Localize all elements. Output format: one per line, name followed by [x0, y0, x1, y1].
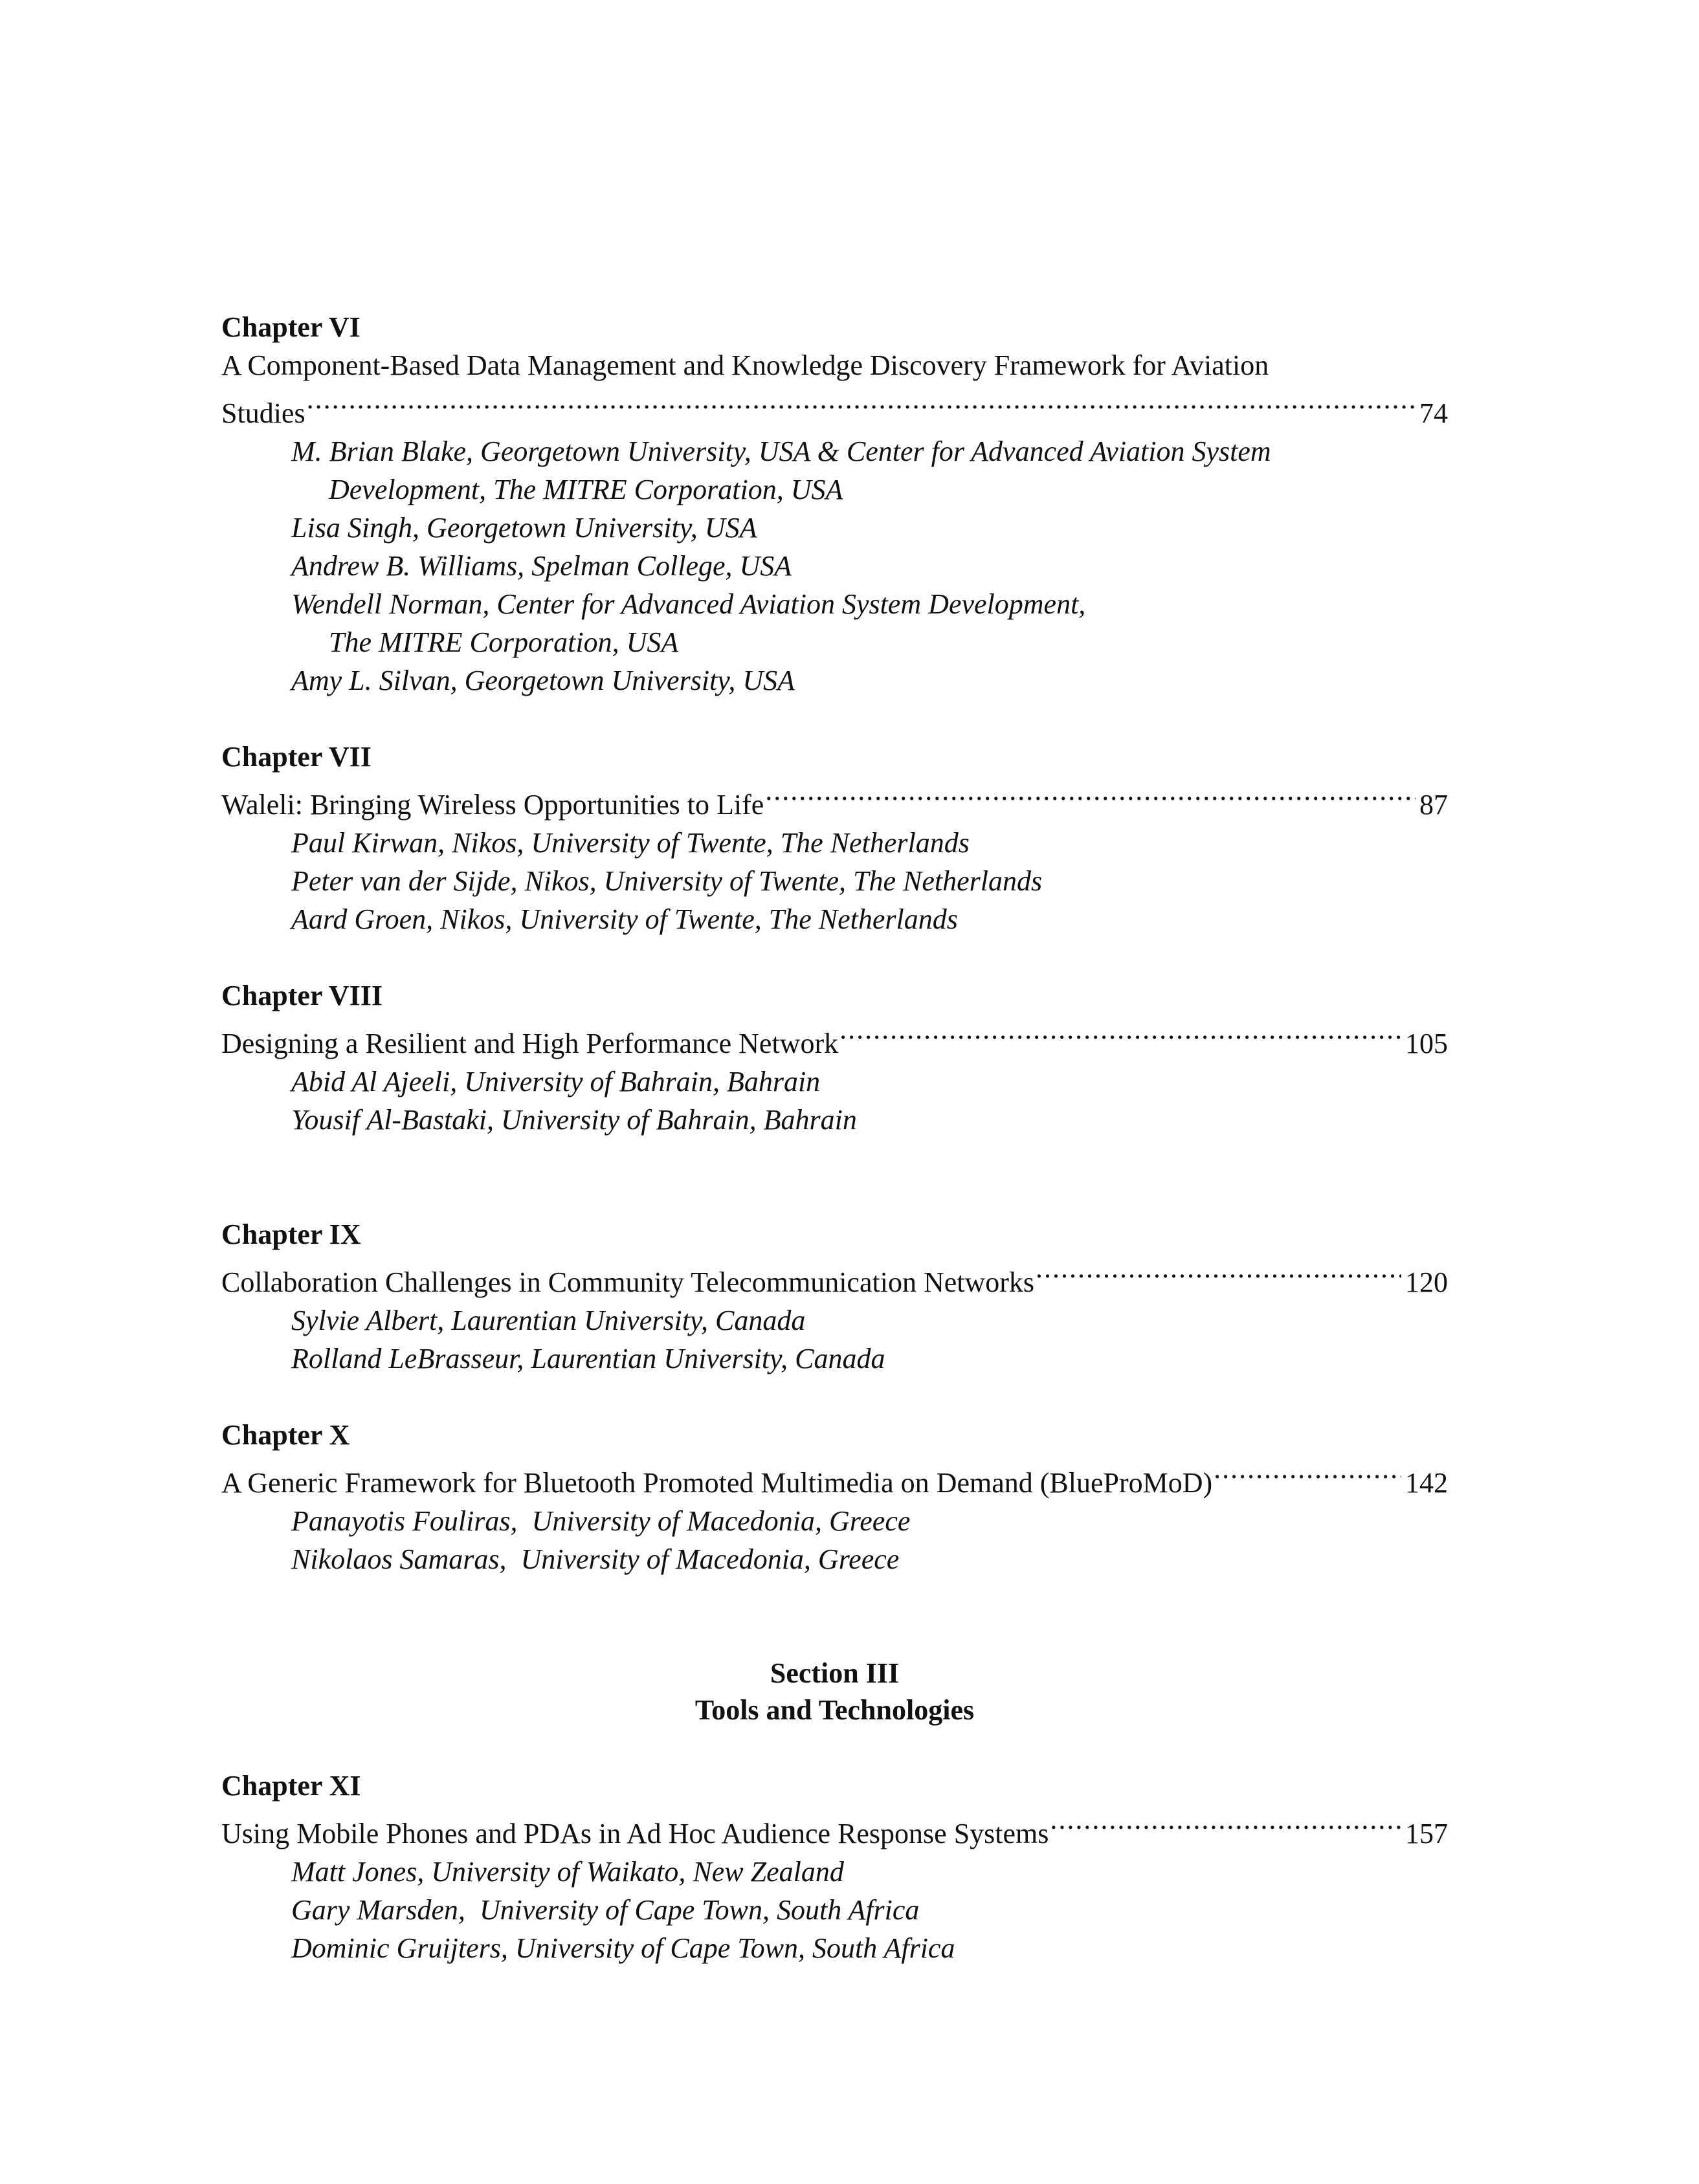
chapter-label: Chapter IX — [221, 1219, 361, 1250]
page-number: 142 — [1405, 1467, 1448, 1499]
chapter-entry — [221, 738, 1448, 938]
toc-line[interactable] — [221, 384, 1448, 432]
chapter-entry — [221, 1416, 1448, 1578]
toc-line[interactable] — [221, 1015, 1448, 1063]
dot-leader — [839, 1015, 1401, 1053]
chapter-entry — [221, 976, 1448, 1139]
author-line: Lisa Singh, Georgetown University, USA — [291, 512, 757, 544]
chapter-title: Waleli: Bringing Wireless Opportunities to Life — [221, 789, 764, 821]
author-line: Yousif Al-Bastaki, University of Bahrain, Bahrain — [291, 1104, 857, 1136]
author-line: Wendell Norman, Center for Advanced Aviation System Development, — [291, 588, 1086, 620]
page-number: 105 — [1405, 1028, 1448, 1059]
chapter-label: Chapter X — [221, 1419, 350, 1451]
author-line: Rolland LeBrasseur, Laurentian University, Canada — [291, 1343, 885, 1374]
author-line: Matt Jones, University of Waikato, New Zealand — [291, 1856, 844, 1888]
section-heading — [221, 1655, 1448, 1728]
chapter-title: Using Mobile Phones and PDAs in Ad Hoc Audience Response Systems — [221, 1818, 1049, 1849]
author-line: Andrew B. Williams, Spelman College, USA — [291, 550, 792, 582]
author-line: Amy L. Silvan, Georgetown University, USA — [291, 665, 795, 696]
dot-leader — [1036, 1253, 1401, 1292]
chapter-entry — [221, 1215, 1448, 1378]
dot-leader — [1050, 1805, 1401, 1843]
dot-leader — [765, 776, 1416, 814]
chapter-label: Chapter VI — [221, 311, 361, 343]
section-label: Section III — [770, 1657, 900, 1689]
dot-leader — [1214, 1454, 1401, 1492]
chapter-label: Chapter VII — [221, 741, 372, 773]
chapter-title: A Generic Framework for Bluetooth Promoted Multimedia on Demand (BlueProMoD) — [221, 1467, 1213, 1499]
toc-line[interactable] — [221, 1253, 1448, 1301]
toc-line[interactable] — [221, 776, 1448, 824]
chapter-title: Designing a Resilient and High Performance Network — [221, 1028, 839, 1059]
page-number: 120 — [1405, 1266, 1448, 1298]
toc-line[interactable] — [221, 1454, 1448, 1502]
page-number: 74 — [1419, 397, 1448, 429]
author-line: Abid Al Ajeeli, University of Bahrain, Bahrain — [291, 1066, 821, 1098]
author-line: M. Brian Blake, Georgetown University, USA & Center for Advanced Aviation System — [291, 436, 1271, 467]
chapter-title: Studies — [221, 397, 305, 429]
author-line: Panayotis Fouliras, University of Macedonia, Greece — [291, 1505, 911, 1537]
chapter-entry — [221, 1767, 1448, 1967]
page-number: 87 — [1419, 789, 1448, 821]
chapter-title: A Component-Based Data Management and Knowledge Discovery Framework for Aviation — [221, 349, 1269, 381]
toc-line[interactable] — [221, 1805, 1448, 1853]
author-line: Paul Kirwan, Nikos, University of Twente, The Netherlands — [291, 827, 970, 859]
page-number: 157 — [1405, 1818, 1448, 1849]
author-line: Peter van der Sijde, Nikos, University of Twente, The Netherlands — [291, 865, 1043, 897]
section-title: Tools and Technologies — [694, 1694, 975, 1726]
author-line: Nikolaos Samaras, University of Macedonia, Greece — [291, 1543, 900, 1575]
author-line: Gary Marsden, University of Cape Town, South Africa — [291, 1894, 920, 1926]
author-line: Aard Groen, Nikos, University of Twente, The Netherlands — [291, 903, 958, 935]
author-line: The MITRE Corporation, USA — [329, 626, 679, 658]
chapter-entry — [221, 308, 1448, 700]
table-of-contents — [221, 308, 1448, 2005]
chapter-label: Chapter XI — [221, 1770, 361, 1802]
author-line: Sylvie Albert, Laurentian University, Canada — [291, 1305, 806, 1336]
author-line: Development, The MITRE Corporation, USA — [329, 474, 843, 505]
chapter-label: Chapter VIII — [221, 980, 383, 1011]
dot-leader — [307, 384, 1416, 423]
chapter-title: Collaboration Challenges in Community Telecommunication Networks — [221, 1266, 1035, 1298]
author-line: Dominic Gruijters, University of Cape Town, South Africa — [291, 1932, 955, 1964]
